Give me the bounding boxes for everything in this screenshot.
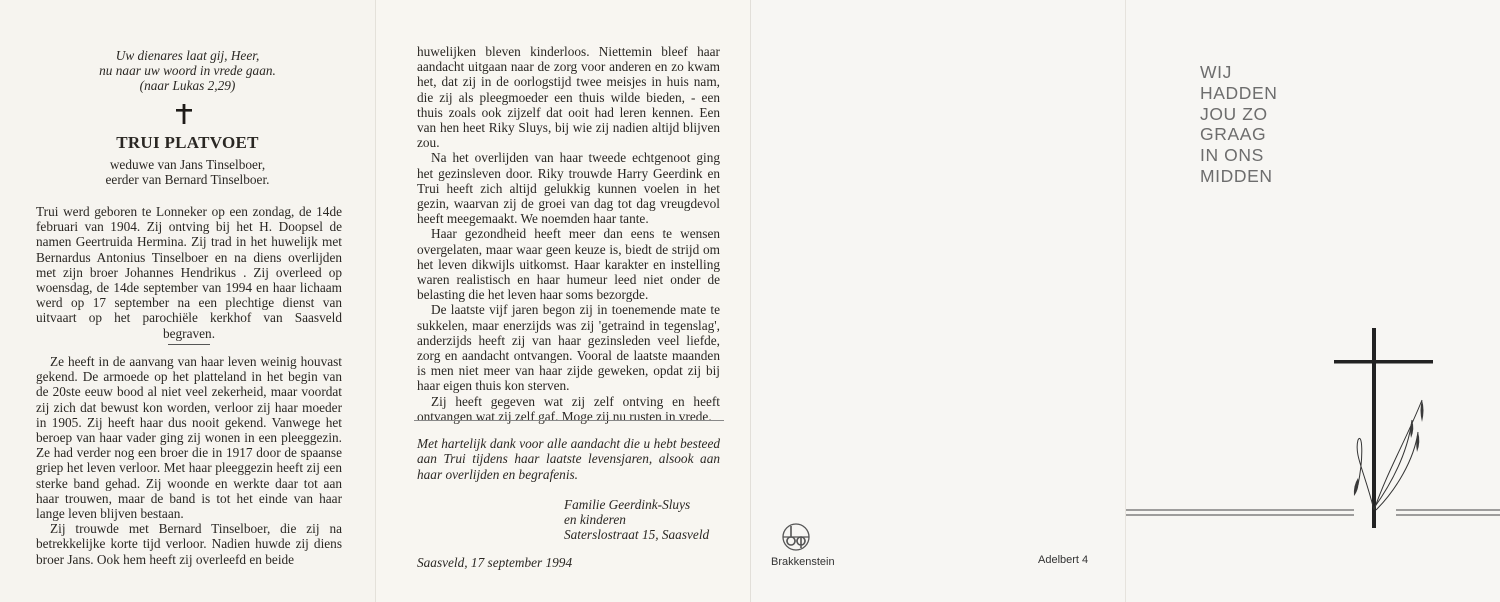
card-date: Saasveld, 17 september 1994 <box>417 555 573 570</box>
cover-motto <box>1200 62 1278 187</box>
relation-line: weduwe van Jans Tinselboer, <box>109 157 266 172</box>
biography-paragraph: Ze heeft in de aanvang van haar leven weinig houvast gekend. De armoede op het platteland in het begin van de 20ste eeuw bood al niet veel zekerheid, maar voordat zij zich dat bewust kon worden, verloor zij haar moeder in 1905. Zij heeft haar dus nooit gekend. Vanwege het beroep van haar vader ging zij wonen in een pleeggezin. Ze had verder nog een broer die in 1917 door de spaanse griep het leven verloor. Met haar pleeggezin heeft zij een sterke band gehad. Zij woonde en werkte daar tot aan haar trouwen, maar de band is tot het einde van haar lange leven blijven bestaan. <box>36 354 342 522</box>
card-panel-back <box>750 0 1125 602</box>
verse-line: nu naar uw woord in vrede gaan. <box>99 63 276 79</box>
deceased-name: TRUI PLATVOET <box>116 133 259 152</box>
life-story <box>417 44 720 424</box>
story-paragraph: Zij heeft gegeven wat zij zelf ontving en heeft ontvangen wat zij zelf gaf. Moge zij nu rusten in vrede. <box>417 393 720 424</box>
thank-you-note: Met hartelijk dank voor alle aandacht die u hebt besteed aan Trui tijdens haar laatste levensjaren, alsook aan haar overlijden en begrafenis. <box>417 436 720 482</box>
family-address: Saterslostraat 15, Saasveld <box>564 527 710 543</box>
motto-line: MIDDEN <box>1200 165 1273 186</box>
motto-line: IN ONS <box>1200 145 1264 166</box>
divider <box>414 420 724 421</box>
story-paragraph: Haar gezondheid heeft meer dan eens te wensen overgelaten, maar waar geen keuze is, biedt de strijd om het leven dikwijls uitkomst. Haar karakter en instelling waren realistisch en haar humeur leed niet onder de belasting die het leven haar soms bezorgde. <box>417 226 720 303</box>
story-paragraph: De laatste vijf jaren begon zij in toenemende mate te sukkelen, maar enerzijds was zij 'getraind in tegenslag', anderzijds heeft zij van haar gezinsleden veel liefde, zorg en aandacht ontvangen. Vooral de laatste maanden is men niet meer van haar zijde geweken, opdat zij bij haar eigen thuis kon sterven. <box>417 302 720 394</box>
story-paragraph: Na het overlijden van haar tweede echtgenoot ging het gezinsleven door. Riky trouwde Harry Geerdink en Trui heeft zich altijd gelukkig kunnen voelen in het gezin, waarvan zij de groei van dag tot dag vreugdevol heeft meegemaakt. We noemden haar tante. <box>417 150 720 227</box>
deceased-relations <box>40 157 335 187</box>
card-model: Adelbert 4 <box>1038 554 1089 566</box>
brakkenstein-logo-icon <box>781 522 811 552</box>
motto-line: GRAAG <box>1200 124 1267 145</box>
verse-line: Uw dienares laat gij, Heer, <box>115 48 260 63</box>
bible-verse <box>60 48 315 94</box>
card-panel-cover <box>1125 0 1500 602</box>
relation-line: eerder van Bernard Tinselboer. <box>105 172 270 188</box>
biography-intro: Trui werd geboren te Lonneker op een zondag, de 14de februari van 1904. Zij ontving bij het H. Doopsel de namen Geertruida Hermina. Zij trad in het huwelijk met Bernardus Antonius Tinselboer en na diens overlijden met zijn broer Johannes Hendrikus . Zij overleed op woensdag, de 14de september van 1994 en haar lichaam werd op 17 september na een plechtige dienst van uitvaart op het parochiële kerkhof van Saasveld begraven. <box>36 204 342 341</box>
biography-paragraph: Zij trouwde met Bernard Tinselboer, die zij na betrekkelijke korte tijd verloor. Nadien huwde zij diens broer Jans. Ook hem heeft zij overleefd en beide <box>36 521 342 567</box>
family-name: Familie Geerdink-Sluys <box>564 497 691 512</box>
motto-line: WIJ <box>1200 62 1232 82</box>
card-panel-story <box>375 0 750 602</box>
divider <box>168 344 210 345</box>
family-children: en kinderen <box>564 512 626 528</box>
publisher-name: Brakkenstein <box>771 556 835 568</box>
motto-line: JOU ZO <box>1200 103 1268 124</box>
cross-icon <box>176 104 192 124</box>
family-signature <box>564 497 734 543</box>
motto-line: HADDEN <box>1200 82 1278 103</box>
card-panel-biography <box>0 0 375 602</box>
biography-body <box>36 354 342 567</box>
story-paragraph: huwelijken bleven kinderloos. Niettemin bleef haar aandacht uitgaan naar de zorg voor anderen en zo kwam het, dat zij in de oorlogstijd twee meisjes in huis nam, die zij als pleegmoeder een thuis wilde bieden, - een thuis zoals ook zijzelf dat ooit had leren kennen. Een van hen heet Riky Sluys, bij wie zij nadien altijd blijven zou. <box>417 44 720 151</box>
verse-reference: (naar Lukas 2,29) <box>139 78 236 94</box>
cross-with-grass-icon <box>1126 320 1500 540</box>
